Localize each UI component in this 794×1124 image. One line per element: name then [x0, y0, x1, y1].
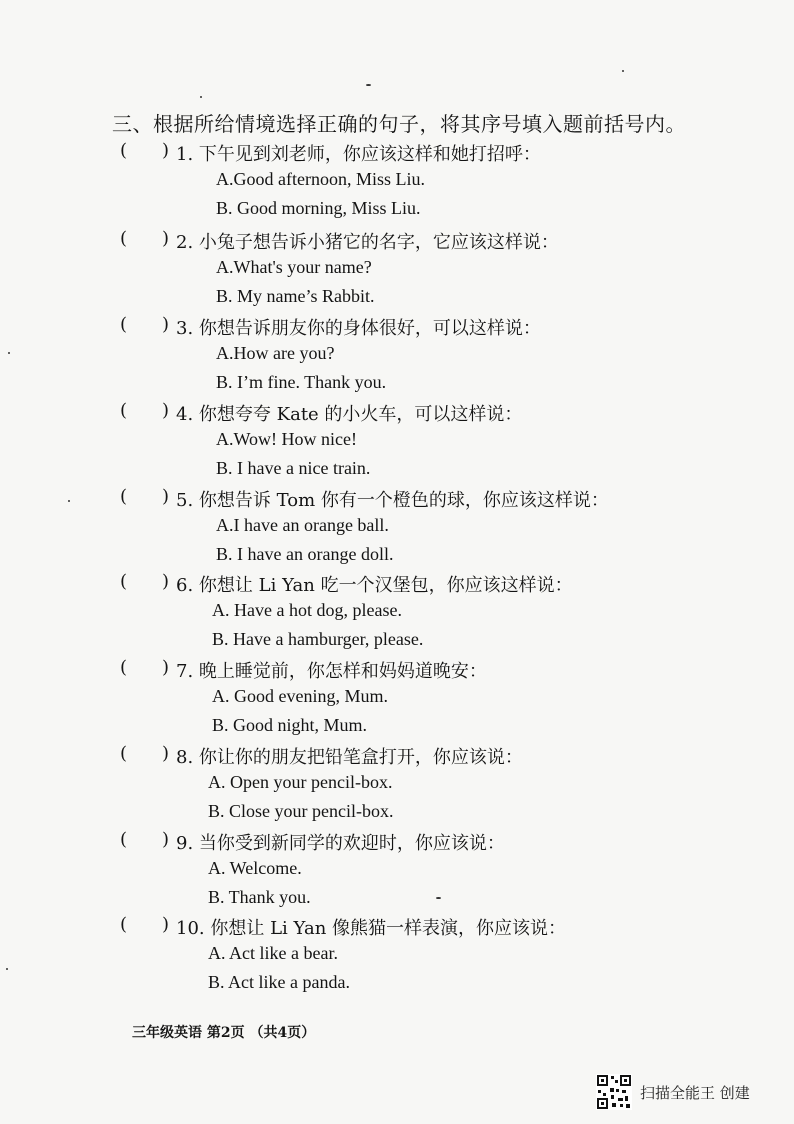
answer-bracket-close: )	[162, 140, 170, 161]
answer-bracket-open: (	[120, 400, 128, 421]
question-number: 5.	[176, 490, 194, 511]
answer-bracket-close: )	[162, 657, 170, 678]
question-text: 你想让 Li Yan 吃一个汉堡包，你应该这样说：	[198, 575, 573, 596]
option-b: B. I have an orange doll.	[216, 544, 394, 564]
answer-bracket-open: (	[120, 228, 128, 249]
answer-bracket-close: )	[162, 914, 170, 935]
option-a: A.I have an orange ball.	[216, 515, 389, 535]
option-a: A. Good evening, Mum.	[212, 686, 388, 706]
question-number: 3.	[176, 318, 194, 339]
answer-bracket-close: )	[162, 314, 170, 335]
option-b: B. I have a nice train.	[216, 458, 371, 478]
option-a: A.Good afternoon, Miss Liu.	[216, 169, 425, 189]
answer-bracket-close: )	[162, 829, 170, 850]
option-b: B. Act like a panda.	[208, 972, 350, 992]
question-text: 小兔子想告诉小猪它的名字，它应该这样说：	[198, 232, 559, 253]
option-a: A. Open your pencil-box.	[208, 772, 393, 792]
answer-bracket-open: (	[120, 140, 128, 161]
question-text: 晚上睡觉前，你怎样和妈妈道晚安：	[198, 661, 487, 682]
answer-bracket-close: )	[162, 486, 170, 507]
option-b: B. Good night, Mum.	[212, 715, 368, 735]
option-b: B. Have a hamburger, please.	[212, 629, 424, 649]
question-text: 你想告诉朋友你的身体很好，可以这样说：	[198, 318, 541, 339]
option-a: A.How are you?	[216, 343, 335, 363]
answer-bracket-open: (	[120, 829, 128, 850]
question-number: 8.	[176, 747, 194, 768]
question-text: 你想夸夸 Kate 的小火车，可以这样说：	[198, 404, 523, 425]
option-b: B. Close your pencil-box.	[208, 801, 394, 821]
option-a: A. Have a hot dog, please.	[212, 600, 402, 620]
question-text: 你想告诉 Tom 你有一个橙色的球，你应该这样说：	[198, 490, 609, 511]
question-text: 下午见到刘老师，你应该这样和她打招呼：	[198, 144, 541, 165]
question-number: 2.	[176, 232, 194, 253]
answer-bracket-close: )	[162, 228, 170, 249]
question-text: 你让你的朋友把铅笔盒打开，你应该说：	[198, 747, 523, 768]
qr-code-icon	[596, 1074, 632, 1110]
page-footer: 三年级英语 第2页 （共4页）	[132, 1025, 316, 1041]
answer-bracket-close: )	[162, 743, 170, 764]
scanner-watermark-text: 扫描全能王 创建	[640, 1084, 750, 1102]
question-number: 9.	[176, 833, 194, 854]
answer-bracket-close: )	[162, 400, 170, 421]
answer-bracket-open: (	[120, 314, 128, 335]
answer-bracket-close: )	[162, 571, 170, 592]
question-number: 7.	[176, 661, 194, 682]
answer-bracket-open: (	[120, 486, 128, 507]
option-b: B. Thank you.	[208, 887, 311, 907]
option-a: A. Welcome.	[208, 858, 302, 878]
question-text: 你想让 Li Yan 像熊猫一样表演，你应该说：	[210, 918, 567, 939]
section-title: 三、根据所给情境选择正确的句子，将其序号填入题前括号内。	[112, 112, 686, 136]
option-b: B. Good morning, Miss Liu.	[216, 198, 421, 218]
option-a: A. Act like a bear.	[208, 943, 338, 963]
answer-bracket-open: (	[120, 657, 128, 678]
answer-bracket-open: (	[120, 743, 128, 764]
question-number: 4.	[176, 404, 194, 425]
option-b: B. My name’s Rabbit.	[216, 286, 375, 306]
option-a: A.What's your name?	[216, 257, 372, 277]
option-b: B. I’m fine. Thank you.	[216, 372, 387, 392]
question-text: 当你受到新同学的欢迎时，你应该说：	[198, 833, 505, 854]
answer-bracket-open: (	[120, 914, 128, 935]
question-number: 1.	[176, 144, 194, 165]
question-number: 6.	[176, 575, 194, 596]
option-a: A.Wow! How nice!	[216, 429, 358, 449]
answer-bracket-open: (	[120, 571, 128, 592]
question-number: 10.	[176, 918, 205, 939]
